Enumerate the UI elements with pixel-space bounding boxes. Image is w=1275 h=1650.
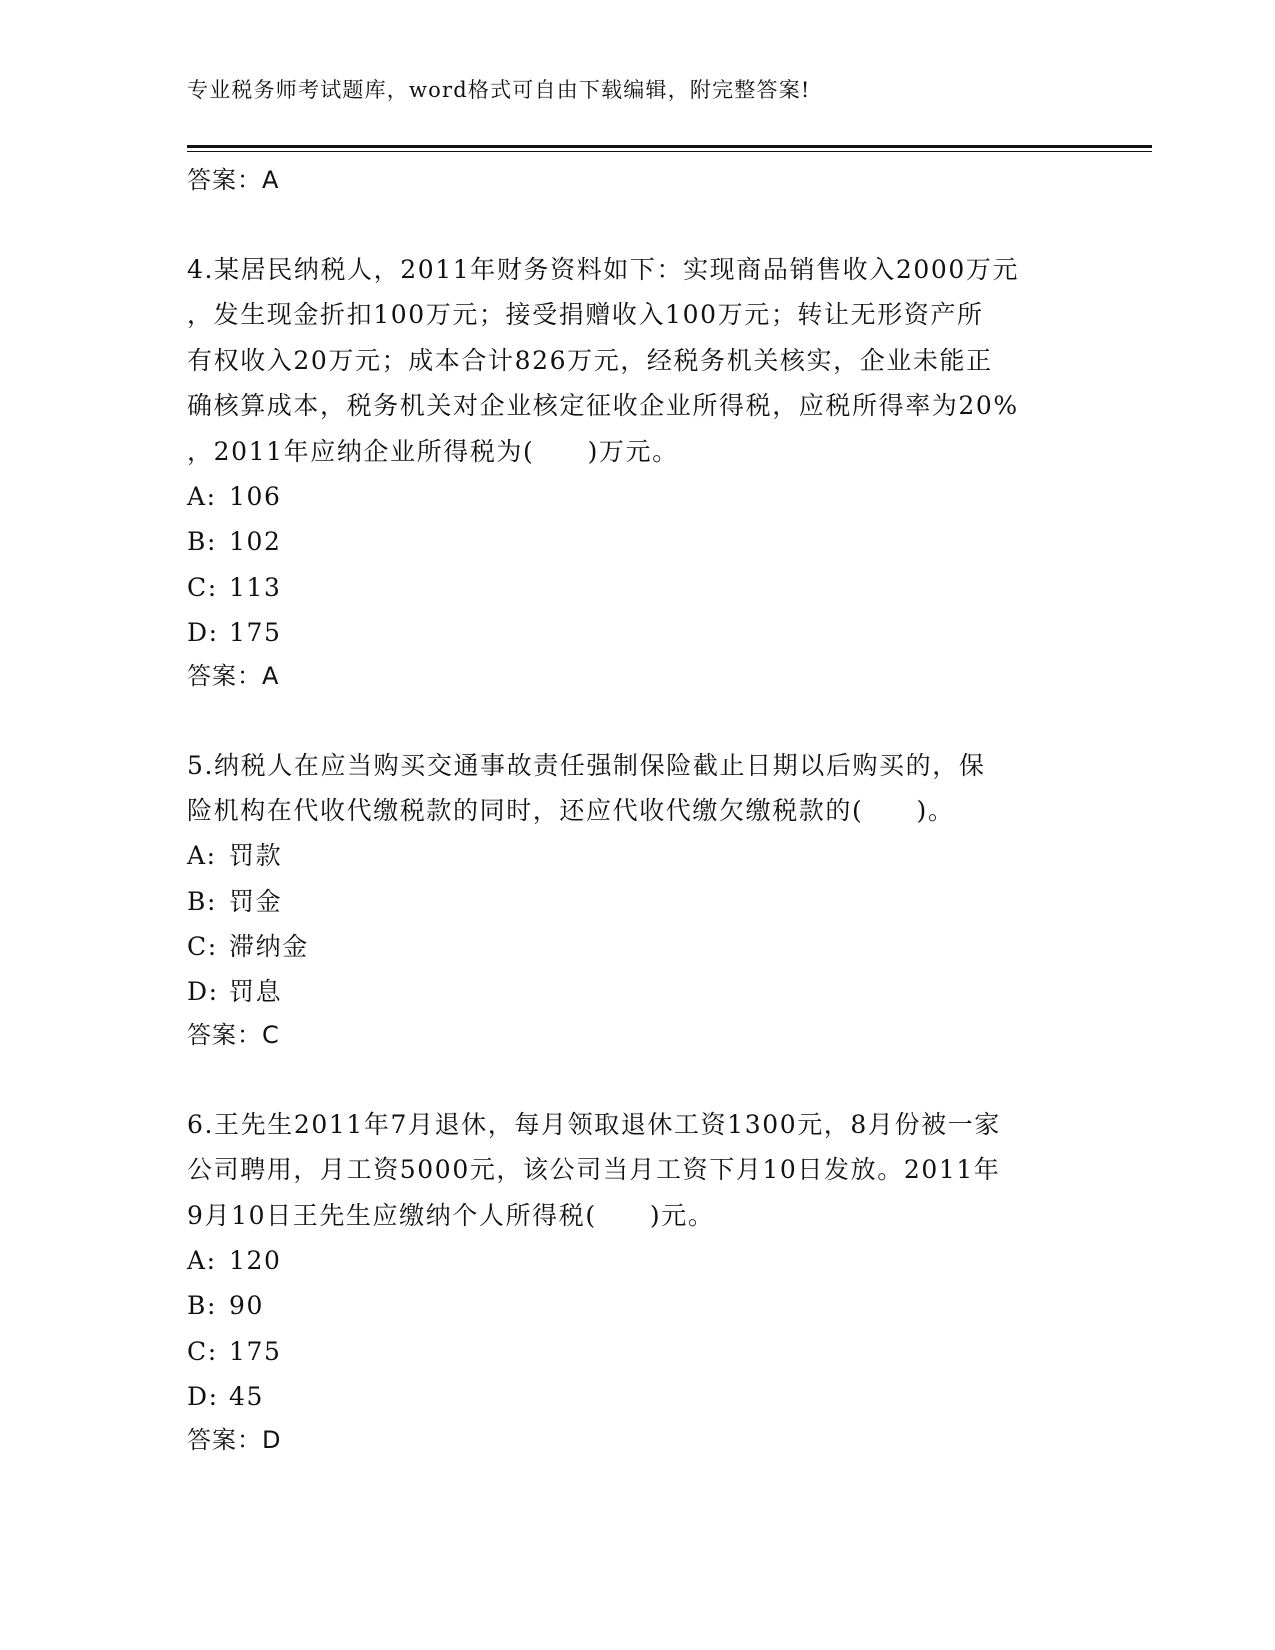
option-b — [187, 519, 1087, 564]
option-text: 102 — [229, 527, 282, 557]
stem-line: 9月10日王先生应缴纳个人所得税( )元。 — [187, 1200, 715, 1230]
option-key: C: — [187, 1336, 218, 1366]
option-key: C: — [187, 932, 218, 962]
option-d — [187, 610, 1087, 655]
option-d — [187, 1374, 1087, 1419]
option-key: B: — [187, 527, 217, 557]
option-key: A: — [187, 481, 217, 511]
option-c — [187, 924, 1087, 969]
option-text: 106 — [229, 481, 282, 511]
stem-line: 确核算成本，税务机关对企业核定征收企业所得税，应税所得率为20% — [187, 391, 1019, 421]
header-rule-thin — [187, 151, 1152, 152]
stem-line: ，2011年应纳企业所得税为( )万元。 — [187, 436, 679, 466]
option-d — [187, 969, 1087, 1014]
option-b — [187, 879, 1087, 924]
option-key: C: — [187, 572, 218, 602]
option-key: A: — [187, 1246, 217, 1276]
option-text: 120 — [229, 1246, 282, 1276]
question-stem — [187, 1102, 1087, 1238]
option-a — [187, 474, 1087, 519]
option-text: 175 — [229, 618, 282, 648]
option-key: D: — [187, 977, 219, 1007]
stem-line: 公司聘用，月工资5000元，该公司当月工资下月10日发放。2011年 — [187, 1155, 1001, 1185]
stem-line: ，发生现金折扣100万元；接受捐赠收入100万元；转让无形资产所 — [187, 300, 984, 330]
option-key: B: — [187, 886, 217, 916]
question-stem — [187, 247, 1087, 474]
option-text: 113 — [229, 572, 282, 602]
question-item — [187, 247, 1087, 696]
option-text: 滞纳金 — [229, 932, 309, 962]
option-a — [187, 1238, 1087, 1283]
stem-line: 有权收入20万元；成本合计826万元，经税务机关核实，企业未能正 — [187, 345, 993, 375]
option-c — [187, 565, 1087, 610]
option-key: A: — [187, 841, 217, 871]
header-rule-thick — [187, 145, 1152, 148]
option-text: 175 — [229, 1336, 282, 1366]
question-stem — [187, 743, 1087, 834]
answer-line: 答案：A — [187, 661, 280, 690]
stem-line: 5.纳税人在应当购买交通事故责任强制保险截止日期以后购买的，保 — [187, 750, 986, 780]
answer-line: 答案：D — [187, 1425, 282, 1454]
option-text: 45 — [229, 1382, 265, 1412]
option-text: 罚息 — [229, 977, 283, 1007]
option-key: D: — [187, 1382, 219, 1412]
stem-line: 4.某居民纳税人，2011年财务资料如下：实现商品销售收入2000万元 — [187, 255, 1020, 284]
stem-line: 6.王先生2011年7月退休，每月领取退休工资1300元，8月份被一家 — [187, 1109, 1001, 1139]
question-item — [187, 1102, 1087, 1460]
option-b — [187, 1283, 1087, 1328]
stem-line: 险机构在代收代缴税款的同时，还应代收代缴欠缴税款的( )。 — [187, 795, 955, 825]
answer-line: 答案：A — [187, 166, 280, 194]
option-c — [187, 1329, 1087, 1374]
option-text: 罚金 — [229, 886, 283, 916]
question-list — [187, 160, 1087, 1460]
answer-line: 答案：C — [187, 1020, 280, 1049]
option-text: 90 — [229, 1291, 265, 1321]
option-key: B: — [187, 1291, 217, 1321]
option-a — [187, 833, 1087, 878]
page-header: 专业税务师考试题库，word格式可自由下载编辑，附完整答案! — [187, 78, 811, 102]
option-key: D: — [187, 618, 219, 648]
question-item — [187, 743, 1087, 1055]
option-text: 罚款 — [229, 841, 283, 871]
